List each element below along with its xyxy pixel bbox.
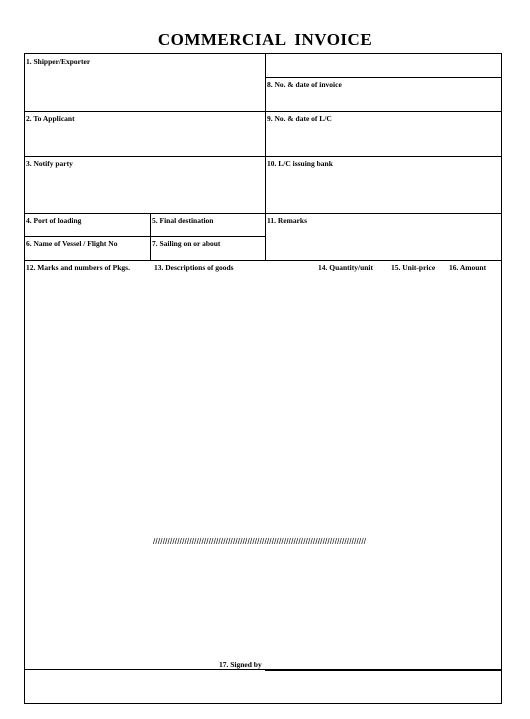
shipper-label: 1. Shipper/Exporter xyxy=(26,57,91,66)
row-line-5 xyxy=(25,260,502,261)
description-label: 13. Descriptions of goods xyxy=(154,263,234,272)
row-line-2 xyxy=(25,111,502,112)
port-loading-label: 4. Port of loading xyxy=(26,216,82,225)
amount-label: 16. Amount xyxy=(449,263,487,272)
marks-label: 12. Marks and numbers of Pkgs. xyxy=(26,263,130,272)
signed-by-label: 17. Signed by xyxy=(219,660,262,669)
port-vessel-line xyxy=(25,236,265,237)
quantity-label: 14. Quantity/unit xyxy=(318,263,374,272)
signature-line xyxy=(265,670,501,671)
end-of-goods-slash-line: //////////////////////////////////////////////////////////////////////////////////////// xyxy=(153,538,367,546)
row-line-4 xyxy=(25,213,502,214)
lc-no-label: 9. No. & date of L/C xyxy=(267,114,332,123)
notify-label: 3. Notify party xyxy=(26,159,73,168)
center-divider xyxy=(265,54,266,260)
invoice-form xyxy=(24,53,502,704)
sailing-label: 7. Sailing on or about xyxy=(152,239,221,248)
invoice-top-line xyxy=(265,77,502,78)
invoice-title: COMMERCIAL INVOICE xyxy=(157,30,373,49)
vessel-label: 6. Name of Vessel / Flight No xyxy=(26,239,118,248)
unit-price-label: 15. Unit-price xyxy=(391,263,436,272)
remarks-label: 11. Remarks xyxy=(267,216,307,225)
applicant-label: 2. To Applicant xyxy=(26,114,75,123)
invoice-no-label: 8. No. & date of invoice xyxy=(267,80,342,89)
final-destination-label: 5. Final destination xyxy=(152,216,214,225)
lc-bank-label: 10. L/C issuing bank xyxy=(267,159,333,168)
row-line-3 xyxy=(25,156,502,157)
